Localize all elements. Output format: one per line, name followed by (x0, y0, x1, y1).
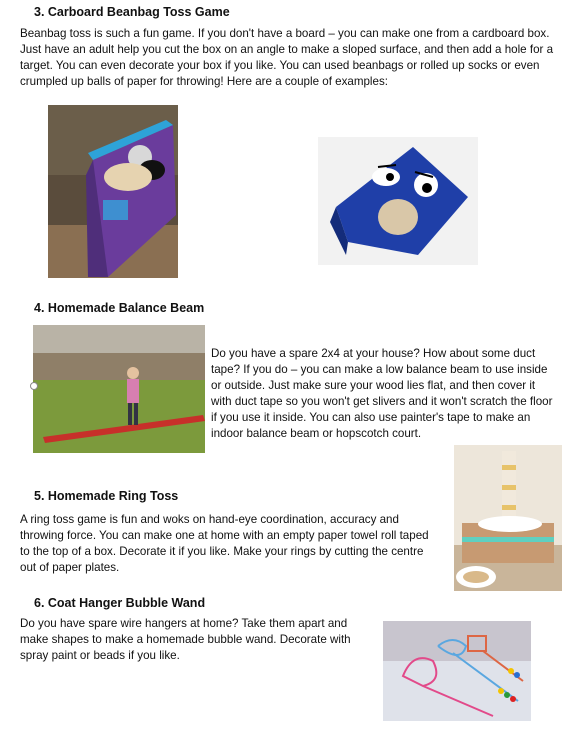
section-heading-ring-toss: 5. Homemade Ring Toss (34, 489, 179, 503)
beanbag-box-photo (48, 105, 178, 278)
balance-beam-photo (33, 325, 205, 453)
section-body-balance-beam: Do you have a spare 2x4 at your house? How about some duct tape? If you do – you can make a low balance beam to use inside or outside. Just make sure your wood lies flat, and then cover it with duct tape so you won't get slivers and it won't scratch the floor if you use it inside. You can also use painter's tape to make an indoor balance beam or hopscotch court. (211, 347, 553, 440)
section-heading-beanbag-toss: 3. Carboard Beanbag Toss Game (34, 5, 230, 19)
section-body-ring-toss: A ring toss game is fun and woks on hand-eye coordination, accuracy and throwing force. You can make one at home with an empty paper towel roll taped to the top of a box. Decorate it if you like. Make your rings by cutting the centre out of paper plates. (20, 513, 429, 574)
section-body-bubble-wand: Do you have spare wire hangers at home? Take them apart and make shapes to make a homemade bubble wand. Decorate with spray paint or beads if you like. (20, 617, 351, 662)
section-heading-bubble-wand: 6. Coat Hanger Bubble Wand (34, 596, 206, 610)
blue-face-box-photo (318, 137, 478, 265)
section-heading-balance-beam: 4. Homemade Balance Beam (34, 301, 205, 315)
ring-toss-photo (454, 445, 562, 591)
bubble-wand-photo (383, 621, 531, 721)
section-body-beanbag-toss: Beanbag toss is such a fun game. If you don't have a board – you can make one from a cardboard box. Just have an adult help you cut the box on an angle to make a sloped surface, and then add a hole for a target. You can even decorate your box if you like. You can used beanbags or rolled up socks or even crumpled up balls of paper for throwing! Here are a couple of examples: (20, 27, 554, 88)
image-anchor-handle[interactable] (30, 382, 38, 390)
